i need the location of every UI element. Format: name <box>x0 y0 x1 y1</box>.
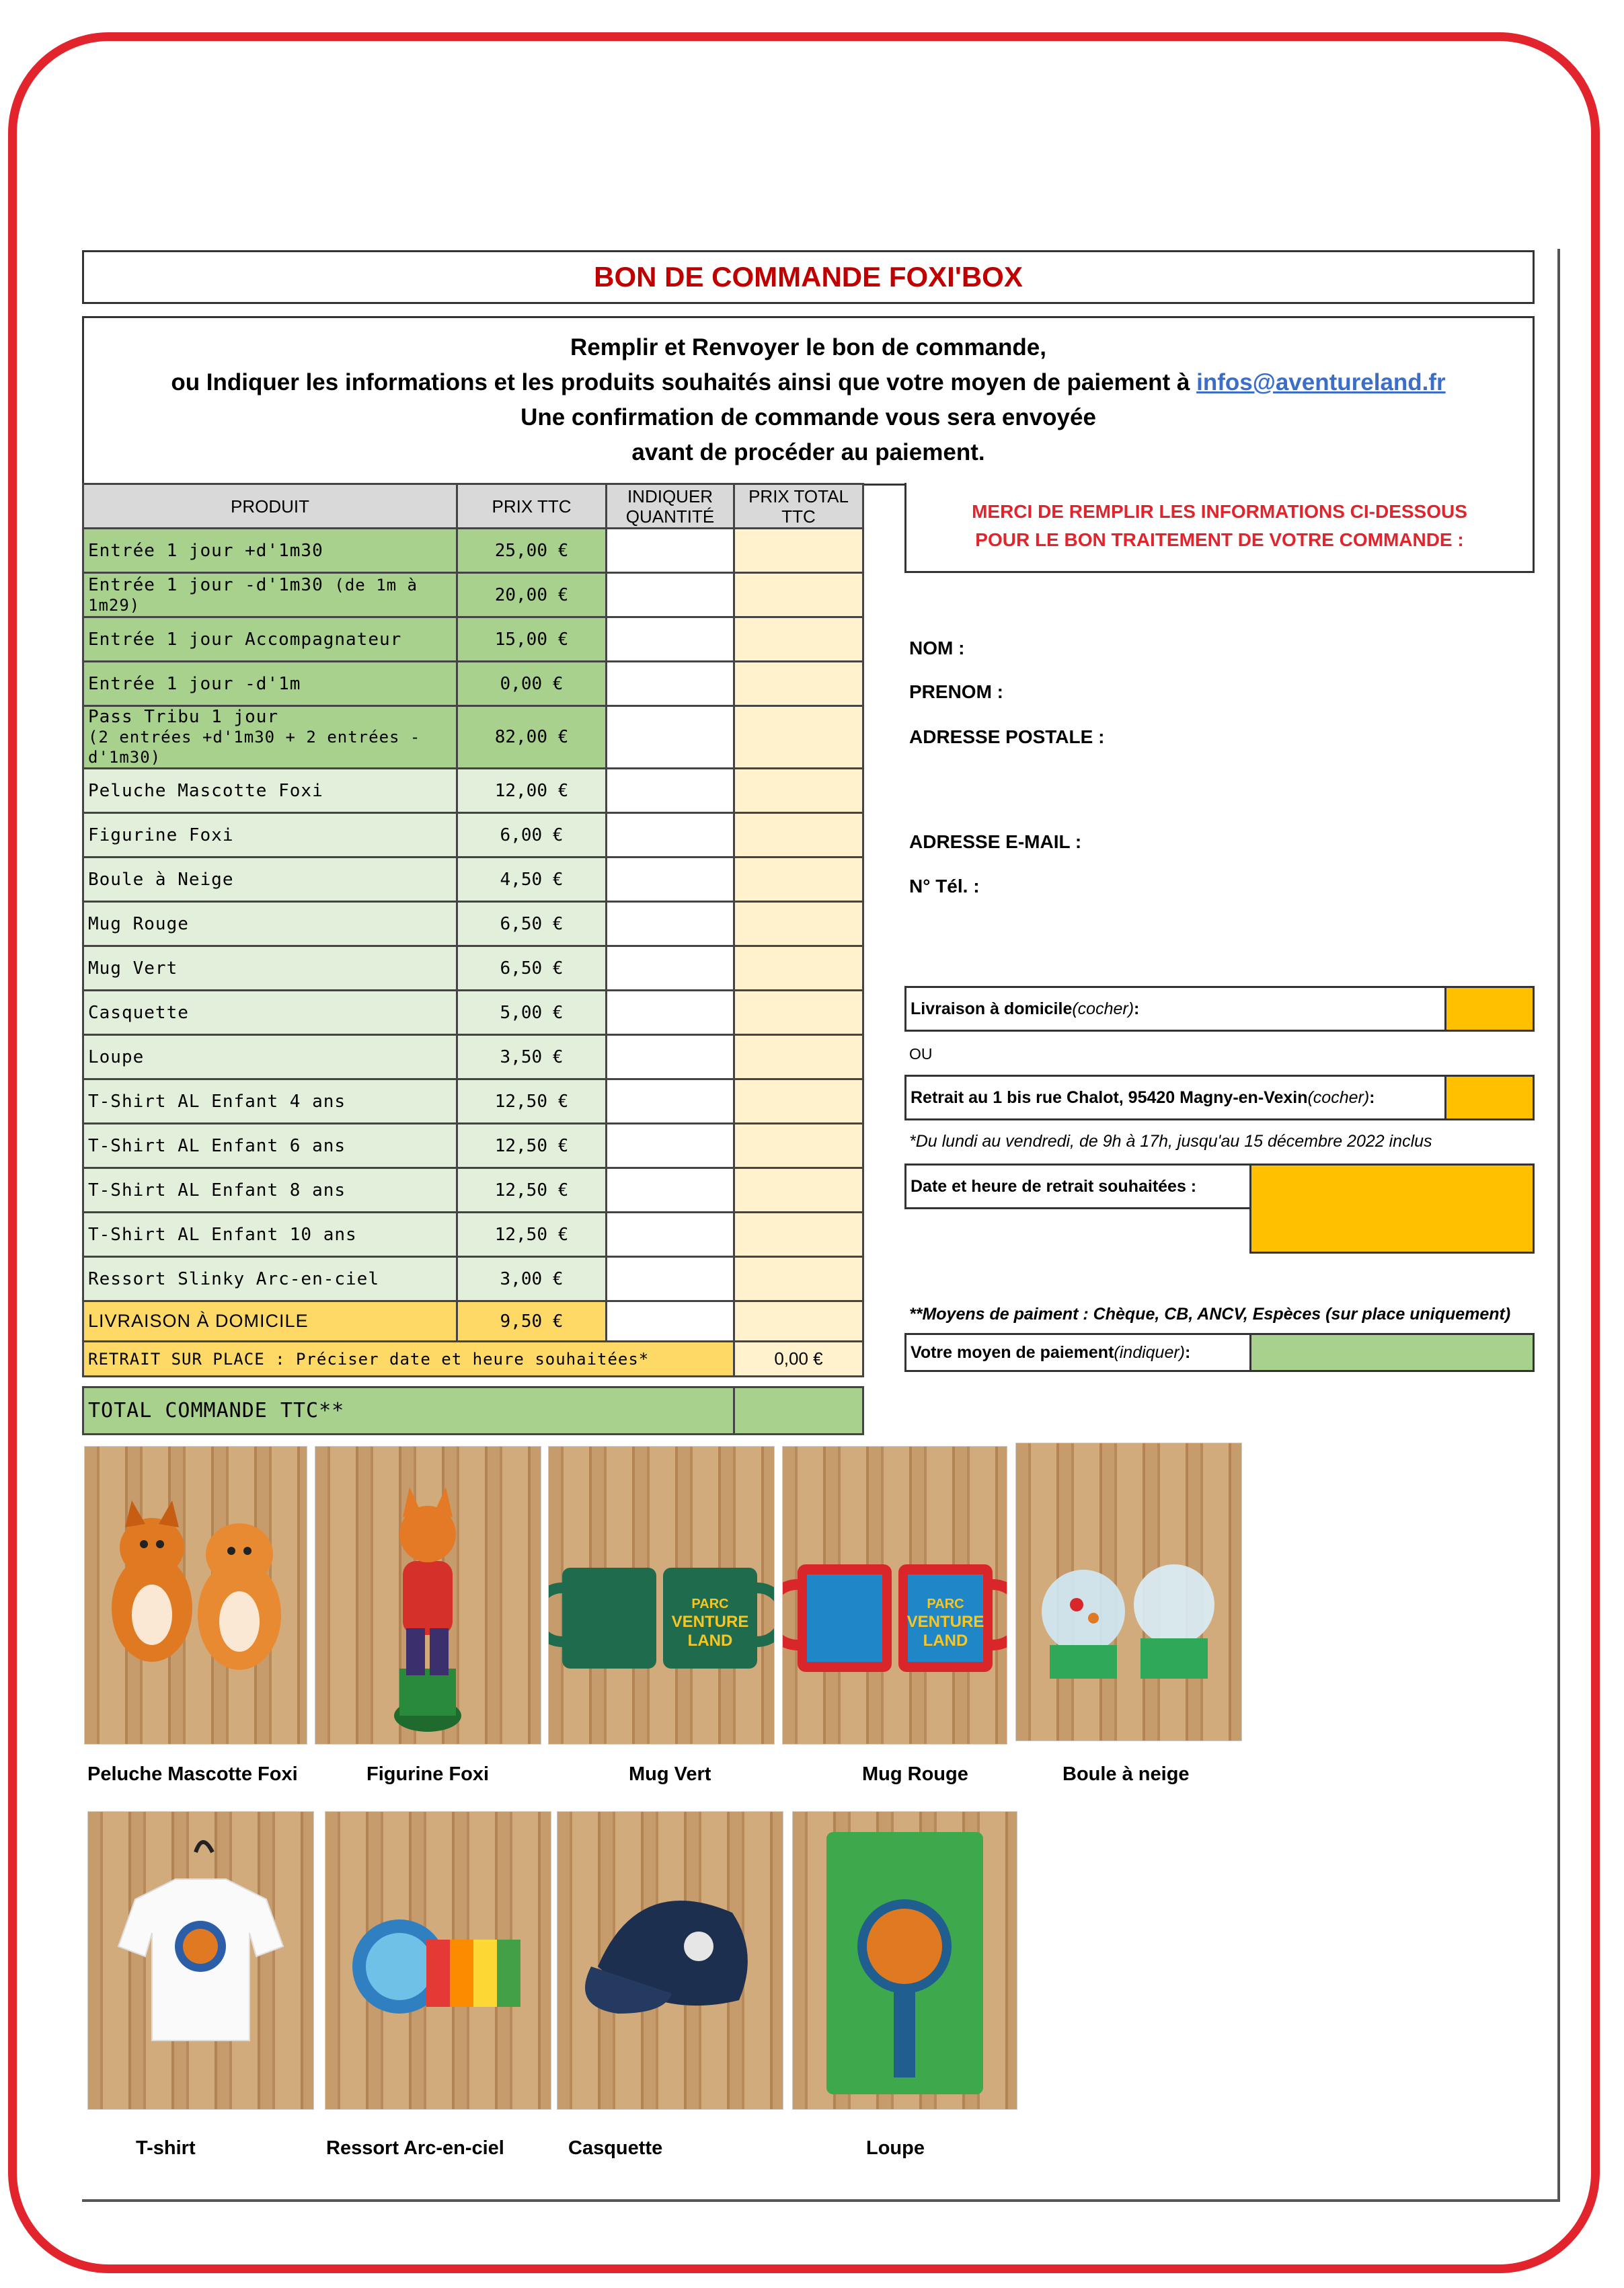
quantity-cell[interactable] <box>607 1079 734 1124</box>
table-row <box>83 1035 863 1079</box>
photo-mug-vert <box>548 1446 775 1745</box>
product-name: Mug Vert <box>83 946 457 991</box>
quantity-cell[interactable] <box>607 617 734 662</box>
photo-boule-neige <box>1015 1443 1242 1741</box>
caption-figurine: Figurine Foxi <box>366 1763 490 1785</box>
email-label: ADRESSE E-MAIL : <box>909 831 1082 852</box>
retrait-total: 0,00 € <box>734 1342 863 1377</box>
tel-label: N° Tél. : <box>909 876 980 897</box>
product-name: Casquette <box>83 991 457 1035</box>
photo-tshirt <box>87 1811 314 2110</box>
page-title: BON DE COMMANDE FOXI'BOX <box>82 250 1535 304</box>
caption-casquette: Casquette <box>568 2137 663 2159</box>
svg-text:LAND: LAND <box>687 1632 733 1650</box>
product-price: 12,50 € <box>457 1124 607 1168</box>
total-cell <box>734 813 863 857</box>
svg-text:LAND: LAND <box>923 1632 968 1650</box>
total-cell <box>734 529 863 573</box>
intro-line-2: ou Indiquer les informations et les produits souhaités ainsi que votre moyen de paiement à infos@aventureland.fr <box>171 369 1446 395</box>
total-label: TOTAL COMMANDE TTC** <box>83 1387 734 1435</box>
product-name: T-Shirt AL Enfant 4 ans <box>83 1079 457 1124</box>
svg-text:PARC: PARC <box>691 1597 729 1611</box>
product-price: 6,50 € <box>457 902 607 946</box>
merci-box <box>904 483 1535 573</box>
retrait-field: Retrait au 1 bis rue Chalot, 95420 Magny-en-Vexin (cocher) : <box>904 1075 1446 1120</box>
total-cell <box>734 769 863 813</box>
product-name: T-Shirt AL Enfant 10 ans <box>83 1213 457 1257</box>
quantity-cell[interactable] <box>607 529 734 573</box>
total-cell <box>734 573 863 617</box>
table-row <box>83 991 863 1035</box>
table-row <box>83 1079 863 1124</box>
product-price: 4,50 € <box>457 857 607 902</box>
table-row <box>83 857 863 902</box>
retrait-checkbox[interactable] <box>1444 1075 1535 1120</box>
product-price: 3,50 € <box>457 1035 607 1079</box>
svg-text:VENTURE: VENTURE <box>906 1613 984 1631</box>
product-price: 3,00 € <box>457 1257 607 1301</box>
table-row <box>83 769 863 813</box>
quantity-cell[interactable] <box>607 1257 734 1301</box>
quantity-cell[interactable] <box>607 902 734 946</box>
product-name: Ressort Slinky Arc-en-ciel <box>83 1257 457 1301</box>
table-row <box>83 529 863 573</box>
livraison-label: LIVRAISON À DOMICILE <box>83 1301 457 1342</box>
livraison-total-cell <box>734 1301 863 1342</box>
table-row <box>83 1213 863 1257</box>
table-row <box>83 1168 863 1213</box>
product-price: 82,00 € <box>457 706 607 769</box>
livraison-field: Livraison à domicile (cocher) : <box>904 986 1446 1032</box>
total-cell <box>734 1168 863 1213</box>
date-input[interactable] <box>1249 1164 1535 1254</box>
table-row <box>83 1124 863 1168</box>
photo-peluche <box>84 1446 307 1745</box>
table-row <box>83 617 863 662</box>
quantity-cell[interactable] <box>607 1213 734 1257</box>
nom-label: NOM : <box>909 638 965 658</box>
total-cell <box>734 991 863 1035</box>
intro-line-3: Une confirmation de commande vous sera envoyée <box>520 404 1096 430</box>
adresse-label: ADRESSE POSTALE : <box>909 726 1105 747</box>
product-price: 25,00 € <box>457 529 607 573</box>
merci-line-2: POUR LE BON TRAITEMENT DE VOTRE COMMANDE : <box>975 529 1464 550</box>
header-produit: PRODUIT <box>83 484 457 529</box>
intro-block <box>82 316 1535 486</box>
total-cell <box>734 1257 863 1301</box>
caption-mug-vert: Mug Vert <box>629 1763 711 1785</box>
retrait-row <box>83 1342 863 1377</box>
photo-figurine <box>315 1446 541 1745</box>
total-cell <box>734 902 863 946</box>
livraison-qty-cell[interactable] <box>607 1301 734 1342</box>
caption-ressort: Ressort Arc-en-ciel <box>326 2137 504 2159</box>
livraison-row <box>83 1301 863 1342</box>
moyens-note: **Moyens de paiment : Chèque, CB, ANCV, Espèces (sur place uniquement) <box>909 1305 1511 1324</box>
header-quantite: INDIQUER QUANTITÉ <box>607 484 734 529</box>
quantity-cell[interactable] <box>607 946 734 991</box>
product-name: Mug Rouge <box>83 902 457 946</box>
table-row <box>83 902 863 946</box>
caption-loupe: Loupe <box>866 2137 925 2159</box>
photo-mug-rouge <box>782 1446 1007 1745</box>
header-prix-total: PRIX TOTAL TTC <box>734 484 863 529</box>
quantity-cell[interactable] <box>607 573 734 617</box>
svg-text:PARC: PARC <box>927 1597 964 1611</box>
product-name: Entrée 1 jour -d'1m30 (de 1m à 1m29) <box>83 573 457 617</box>
product-price: 5,00 € <box>457 991 607 1035</box>
date-field: Date et heure de retrait souhaitées : <box>904 1164 1251 1209</box>
quantity-cell[interactable] <box>607 1124 734 1168</box>
total-cell <box>734 1213 863 1257</box>
product-price: 15,00 € <box>457 617 607 662</box>
total-cell <box>734 1124 863 1168</box>
quantity-cell[interactable] <box>607 813 734 857</box>
total-cell <box>734 946 863 991</box>
caption-boule-neige: Boule à neige <box>1062 1763 1190 1785</box>
caption-tshirt: T-shirt <box>136 2137 196 2159</box>
product-name: Entrée 1 jour Accompagnateur <box>83 617 457 662</box>
quantity-cell[interactable] <box>607 769 734 813</box>
intro-line-4: avant de procéder au paiement. <box>631 439 985 465</box>
product-name: T-Shirt AL Enfant 6 ans <box>83 1124 457 1168</box>
intro-line-1: Remplir et Renvoyer le bon de commande, <box>570 334 1046 360</box>
email-link[interactable]: infos@aventureland.fr <box>1196 369 1446 395</box>
product-name: Boule à Neige <box>83 857 457 902</box>
product-name: Figurine Foxi <box>83 813 457 857</box>
product-name: Peluche Mascotte Foxi <box>83 769 457 813</box>
svg-text:VENTURE: VENTURE <box>671 1613 749 1631</box>
product-name: Entrée 1 jour -d'1m <box>83 662 457 706</box>
header-prix: PRIX TTC <box>457 484 607 529</box>
table-row <box>83 573 863 617</box>
product-name: Pass Tribu 1 jour (2 entrées +d'1m30 + 2 entrées -d'1m30) <box>83 706 457 769</box>
product-name: Loupe <box>83 1035 457 1079</box>
horaires-note: *Du lundi au vendredi, de 9h à 17h, jusqu'au 15 décembre 2022 inclus <box>909 1132 1432 1151</box>
quantity-cell[interactable] <box>607 1035 734 1079</box>
table-row <box>83 813 863 857</box>
quantity-cell[interactable] <box>607 991 734 1035</box>
livraison-checkbox[interactable] <box>1444 986 1535 1032</box>
livraison-price: 9,50 € <box>457 1301 607 1342</box>
quantity-cell[interactable] <box>607 706 734 769</box>
total-cell <box>734 1035 863 1079</box>
product-price: 12,50 € <box>457 1168 607 1213</box>
table-row <box>83 662 863 706</box>
retrait-label: RETRAIT SUR PLACE : Préciser date et heure souhaitées* <box>83 1342 734 1377</box>
photo-casquette <box>557 1811 783 2110</box>
product-price: 12,50 € <box>457 1213 607 1257</box>
total-cell <box>734 662 863 706</box>
photo-loupe <box>792 1811 1017 2110</box>
product-price: 6,00 € <box>457 813 607 857</box>
photo-ressort <box>325 1811 551 2110</box>
order-table <box>82 483 864 1435</box>
total-cell <box>734 617 863 662</box>
product-price: 12,50 € <box>457 1079 607 1124</box>
total-cell <box>734 1079 863 1124</box>
quantity-cell[interactable] <box>607 662 734 706</box>
product-name: T-Shirt AL Enfant 8 ans <box>83 1168 457 1213</box>
total-row <box>83 1387 863 1435</box>
total-cell <box>734 857 863 902</box>
table-row <box>83 706 863 769</box>
quantity-cell[interactable] <box>607 857 734 902</box>
total-cell <box>734 706 863 769</box>
prenom-label: PRENOM : <box>909 681 1003 702</box>
ou-label: OU <box>909 1045 933 1063</box>
merci-line-1: MERCI DE REMPLIR LES INFORMATIONS CI-DESSOUS <box>972 501 1467 522</box>
table-row <box>83 1257 863 1301</box>
product-price: 20,00 € <box>457 573 607 617</box>
product-price: 0,00 € <box>457 662 607 706</box>
caption-mug-rouge: Mug Rouge <box>862 1763 968 1785</box>
paiement-input[interactable] <box>1249 1333 1535 1372</box>
product-name: Entrée 1 jour +d'1m30 <box>83 529 457 573</box>
paiement-field: Votre moyen de paiement (indiquer) : <box>904 1333 1251 1372</box>
total-value-cell <box>734 1387 863 1435</box>
quantity-cell[interactable] <box>607 1168 734 1213</box>
product-price: 12,00 € <box>457 769 607 813</box>
product-price: 6,50 € <box>457 946 607 991</box>
table-row <box>83 946 863 991</box>
caption-peluche: Peluche Mascotte Foxi <box>87 1763 298 1785</box>
